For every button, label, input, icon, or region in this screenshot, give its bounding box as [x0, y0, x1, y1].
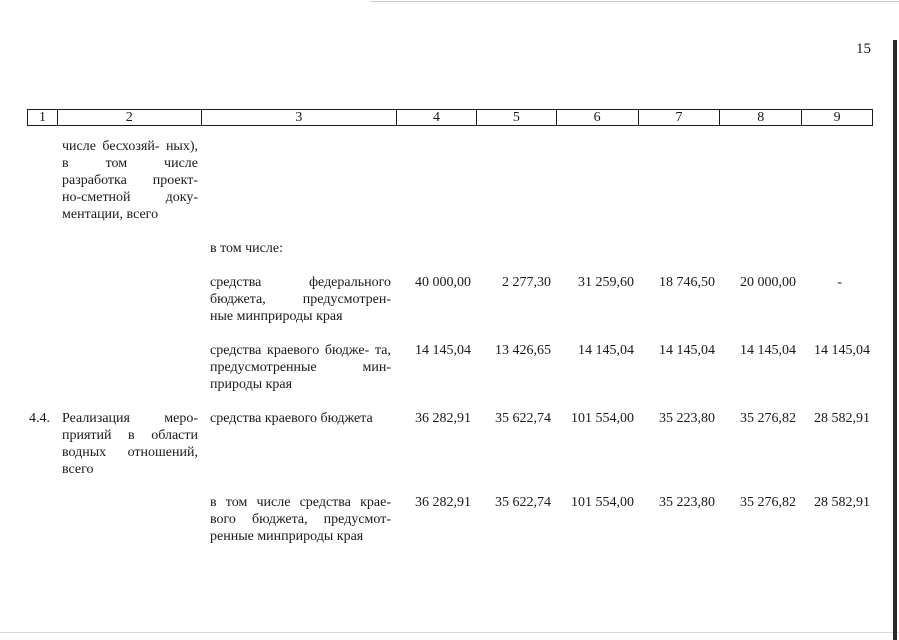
- page-number: 15: [856, 41, 871, 57]
- row5-value-col9: 28 582,91: [814, 411, 870, 426]
- column-header-8: 8: [720, 110, 802, 125]
- row3-value-col4: 40 000,00: [415, 275, 471, 290]
- row4-funding-source-line: та, предусмотренные мин-: [210, 343, 391, 375]
- row6-funding-source: [210, 494, 391, 545]
- table-header-row: [27, 109, 873, 126]
- column-header-2: 2: [58, 110, 202, 125]
- row5-description: [62, 410, 198, 478]
- row5-value-col5: 35 622,74: [495, 411, 551, 426]
- column-header-9: 9: [833, 110, 841, 125]
- row5-description-line: приятий в области: [62, 428, 198, 443]
- row5-value-col4: 36 282,91: [415, 411, 471, 426]
- row6-funding-source-line: вого бюджета, предусмот-: [210, 512, 391, 527]
- row1-description-line: но-сметной доку-: [62, 190, 198, 205]
- row3-value-col8: 20 000,00: [740, 275, 796, 290]
- row2-funding-source: в том числе:: [210, 241, 283, 256]
- scan-artifact-bottom-line: [0, 632, 899, 633]
- scan-artifact-right-edge: [893, 40, 897, 640]
- column-header-7: 7: [639, 110, 721, 125]
- row3-funding-source-line: средства федерального: [210, 275, 391, 290]
- row6-value-col6: 101 554,00: [571, 495, 634, 510]
- column-header-1: 1: [28, 110, 58, 125]
- row4-value-col9: 14 145,04: [814, 343, 870, 358]
- row6-value-col8: 35 276,82: [740, 495, 796, 510]
- row4-funding-source-line: природы края: [210, 377, 293, 392]
- row5-description-line: всего: [62, 462, 94, 477]
- column-header-3: 3: [202, 110, 398, 125]
- row3-funding-source: [210, 274, 391, 325]
- row1-description-line: ментации, всего: [62, 207, 159, 222]
- row3-value-col7: 18 746,50: [659, 275, 715, 290]
- row4-funding-source: [210, 342, 391, 393]
- row1-description-line: разработка проект-: [62, 173, 198, 188]
- row6-value-col7: 35 223,80: [659, 495, 715, 510]
- row1-description: [62, 138, 198, 223]
- column-header-6: 6: [557, 110, 639, 125]
- scan-artifact-top-line: [370, 1, 899, 2]
- column-header-5: 5: [477, 110, 557, 125]
- row5-value-col6: 101 554,00: [571, 411, 634, 426]
- row3-value-col5: 2 277,30: [502, 275, 551, 290]
- row4-value-col8: 14 145,04: [740, 343, 796, 358]
- row5-value-col7: 35 223,80: [659, 411, 715, 426]
- row5-description-line: Реализация меро-: [62, 411, 198, 426]
- row3-funding-source-line: бюджета, предусмотрен-: [210, 292, 391, 307]
- row5-value-col8: 35 276,82: [740, 411, 796, 426]
- row1-description-line: ных), в том числе: [62, 139, 198, 171]
- row5-item-number: 4.4.: [29, 411, 50, 426]
- row6-funding-source-line: в том числе средства крае-: [210, 495, 391, 510]
- row5-description-line: водных отношений,: [62, 445, 198, 460]
- row5-funding-source: средства краевого бюджета: [210, 411, 373, 426]
- row6-funding-source-line: ренные минприроды края: [210, 529, 364, 544]
- row6-value-col5: 35 622,74: [495, 495, 551, 510]
- column-header-4: 4: [397, 110, 477, 125]
- row4-value-col7: 14 145,04: [659, 343, 715, 358]
- row4-value-col6: 14 145,04: [578, 343, 634, 358]
- row3-funding-source-line: ные минприроды края: [210, 309, 343, 324]
- row1-description-line: числе бесхозяй-: [62, 139, 160, 154]
- row3-value-col6: 31 259,60: [578, 275, 634, 290]
- row4-value-col4: 14 145,04: [415, 343, 471, 358]
- row3-value-col9: -: [837, 275, 842, 290]
- row4-funding-source-line: средства краевого бюдже-: [210, 343, 370, 358]
- row6-value-col4: 36 282,91: [415, 495, 471, 510]
- row4-value-col5: 13 426,65: [495, 343, 551, 358]
- row6-value-col9: 28 582,91: [814, 495, 870, 510]
